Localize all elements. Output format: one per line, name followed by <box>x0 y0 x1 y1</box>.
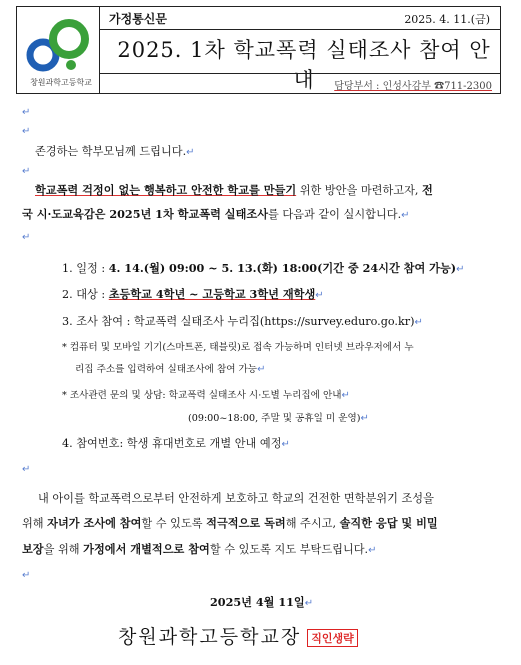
document-title: 2025. 1차 학교폭력 실태조사 참여 안내 <box>117 38 491 92</box>
paper-name: 가정통신문 <box>109 12 167 26</box>
paragraph-mark: ↵ <box>22 232 31 243</box>
school-logo-icon <box>23 17 95 75</box>
school-logo-cell <box>17 7 100 93</box>
header-divider <box>100 29 500 30</box>
list-item: 4. 참여번호: 학생 휴대번호로 개별 안내 예정↵ <box>62 437 290 450</box>
closing-line-3: 보장을 위해 가정에서 개별적으로 참여할 수 있도록 지도 부탁드립니다.↵ <box>22 542 377 556</box>
greeting-line: 존경하는 학부모님께 드립니다.↵ <box>35 145 195 158</box>
paragraph-mark: ↵ <box>22 126 31 137</box>
paragraph-mark: ↵ <box>22 464 31 475</box>
signature-block <box>118 622 358 649</box>
contact-info: 담당부서 : 인성사감부 ☎711-2300 <box>334 81 492 92</box>
closing-line-2: 위해 자녀가 조사에 참여할 수 있도록 적극적으로 독려해 주시고, 솔직한 응답 및 비밀 <box>22 516 438 530</box>
note-line: (09:00~18:00, 주말 및 공휴일 미 운영)↵ <box>188 413 369 424</box>
note-line: 리집 주소를 입력하여 실태조사에 참여 가능↵ <box>75 364 266 375</box>
paragraph-mark: ↵ <box>22 107 31 118</box>
note-line: * 조사관련 문의 및 상담: 학교폭력 실태조사 시·도별 누리집에 안내↵ <box>62 390 350 401</box>
paper-date: 2025. 4. 11.(금) <box>404 13 490 26</box>
list-item: 1. 일정 : 4. 14.(월) 09:00 ~ 5. 13.(화) 18:00(기간 중 24시간 참여 가능)↵ <box>62 261 465 275</box>
greeting: 존경하는 학부모님께 드립니다. <box>35 145 187 158</box>
document-header <box>16 6 501 94</box>
seal-stamp: 직인생략 <box>307 629 358 647</box>
closing-date: 2025년 4월 11일↵ <box>210 595 314 609</box>
note-line: * 컴퓨터 및 모바일 기기(스마트폰, 태블릿)로 접속 가능하며 인터넷 브라우저에서 누 <box>62 342 414 353</box>
header-divider <box>100 73 500 74</box>
intro-line-2: 국 시·도교육감은 2025년 1차 학교폭력 실태조사를 다음과 같이 실시합니다.↵ <box>22 207 410 221</box>
principal-name: 창원과학고등학교장 <box>118 626 302 648</box>
logo-school-name: 창원과학고등학교 <box>30 78 92 87</box>
list-item: 3. 조사 참여 : 학교폭력 실태조사 누리집(https://survey.eduro.go.kr)↵ <box>62 315 423 328</box>
intro-line-1: 학교폭력 걱정이 없는 행복하고 안전한 학교를 만들기 위한 방안을 마련하고자, 전 <box>35 183 433 197</box>
paragraph-mark: ↵ <box>22 570 31 581</box>
list-item: 2. 대상 : 초등학교 4학년 ~ 고등학교 3학년 재학생↵ <box>62 287 324 301</box>
paragraph-mark: ↵ <box>22 166 31 177</box>
closing-line-1: 내 아이를 학교폭력으로부터 안전하게 보호하고 학교의 건전한 면학분위기 조성을 <box>38 492 434 505</box>
